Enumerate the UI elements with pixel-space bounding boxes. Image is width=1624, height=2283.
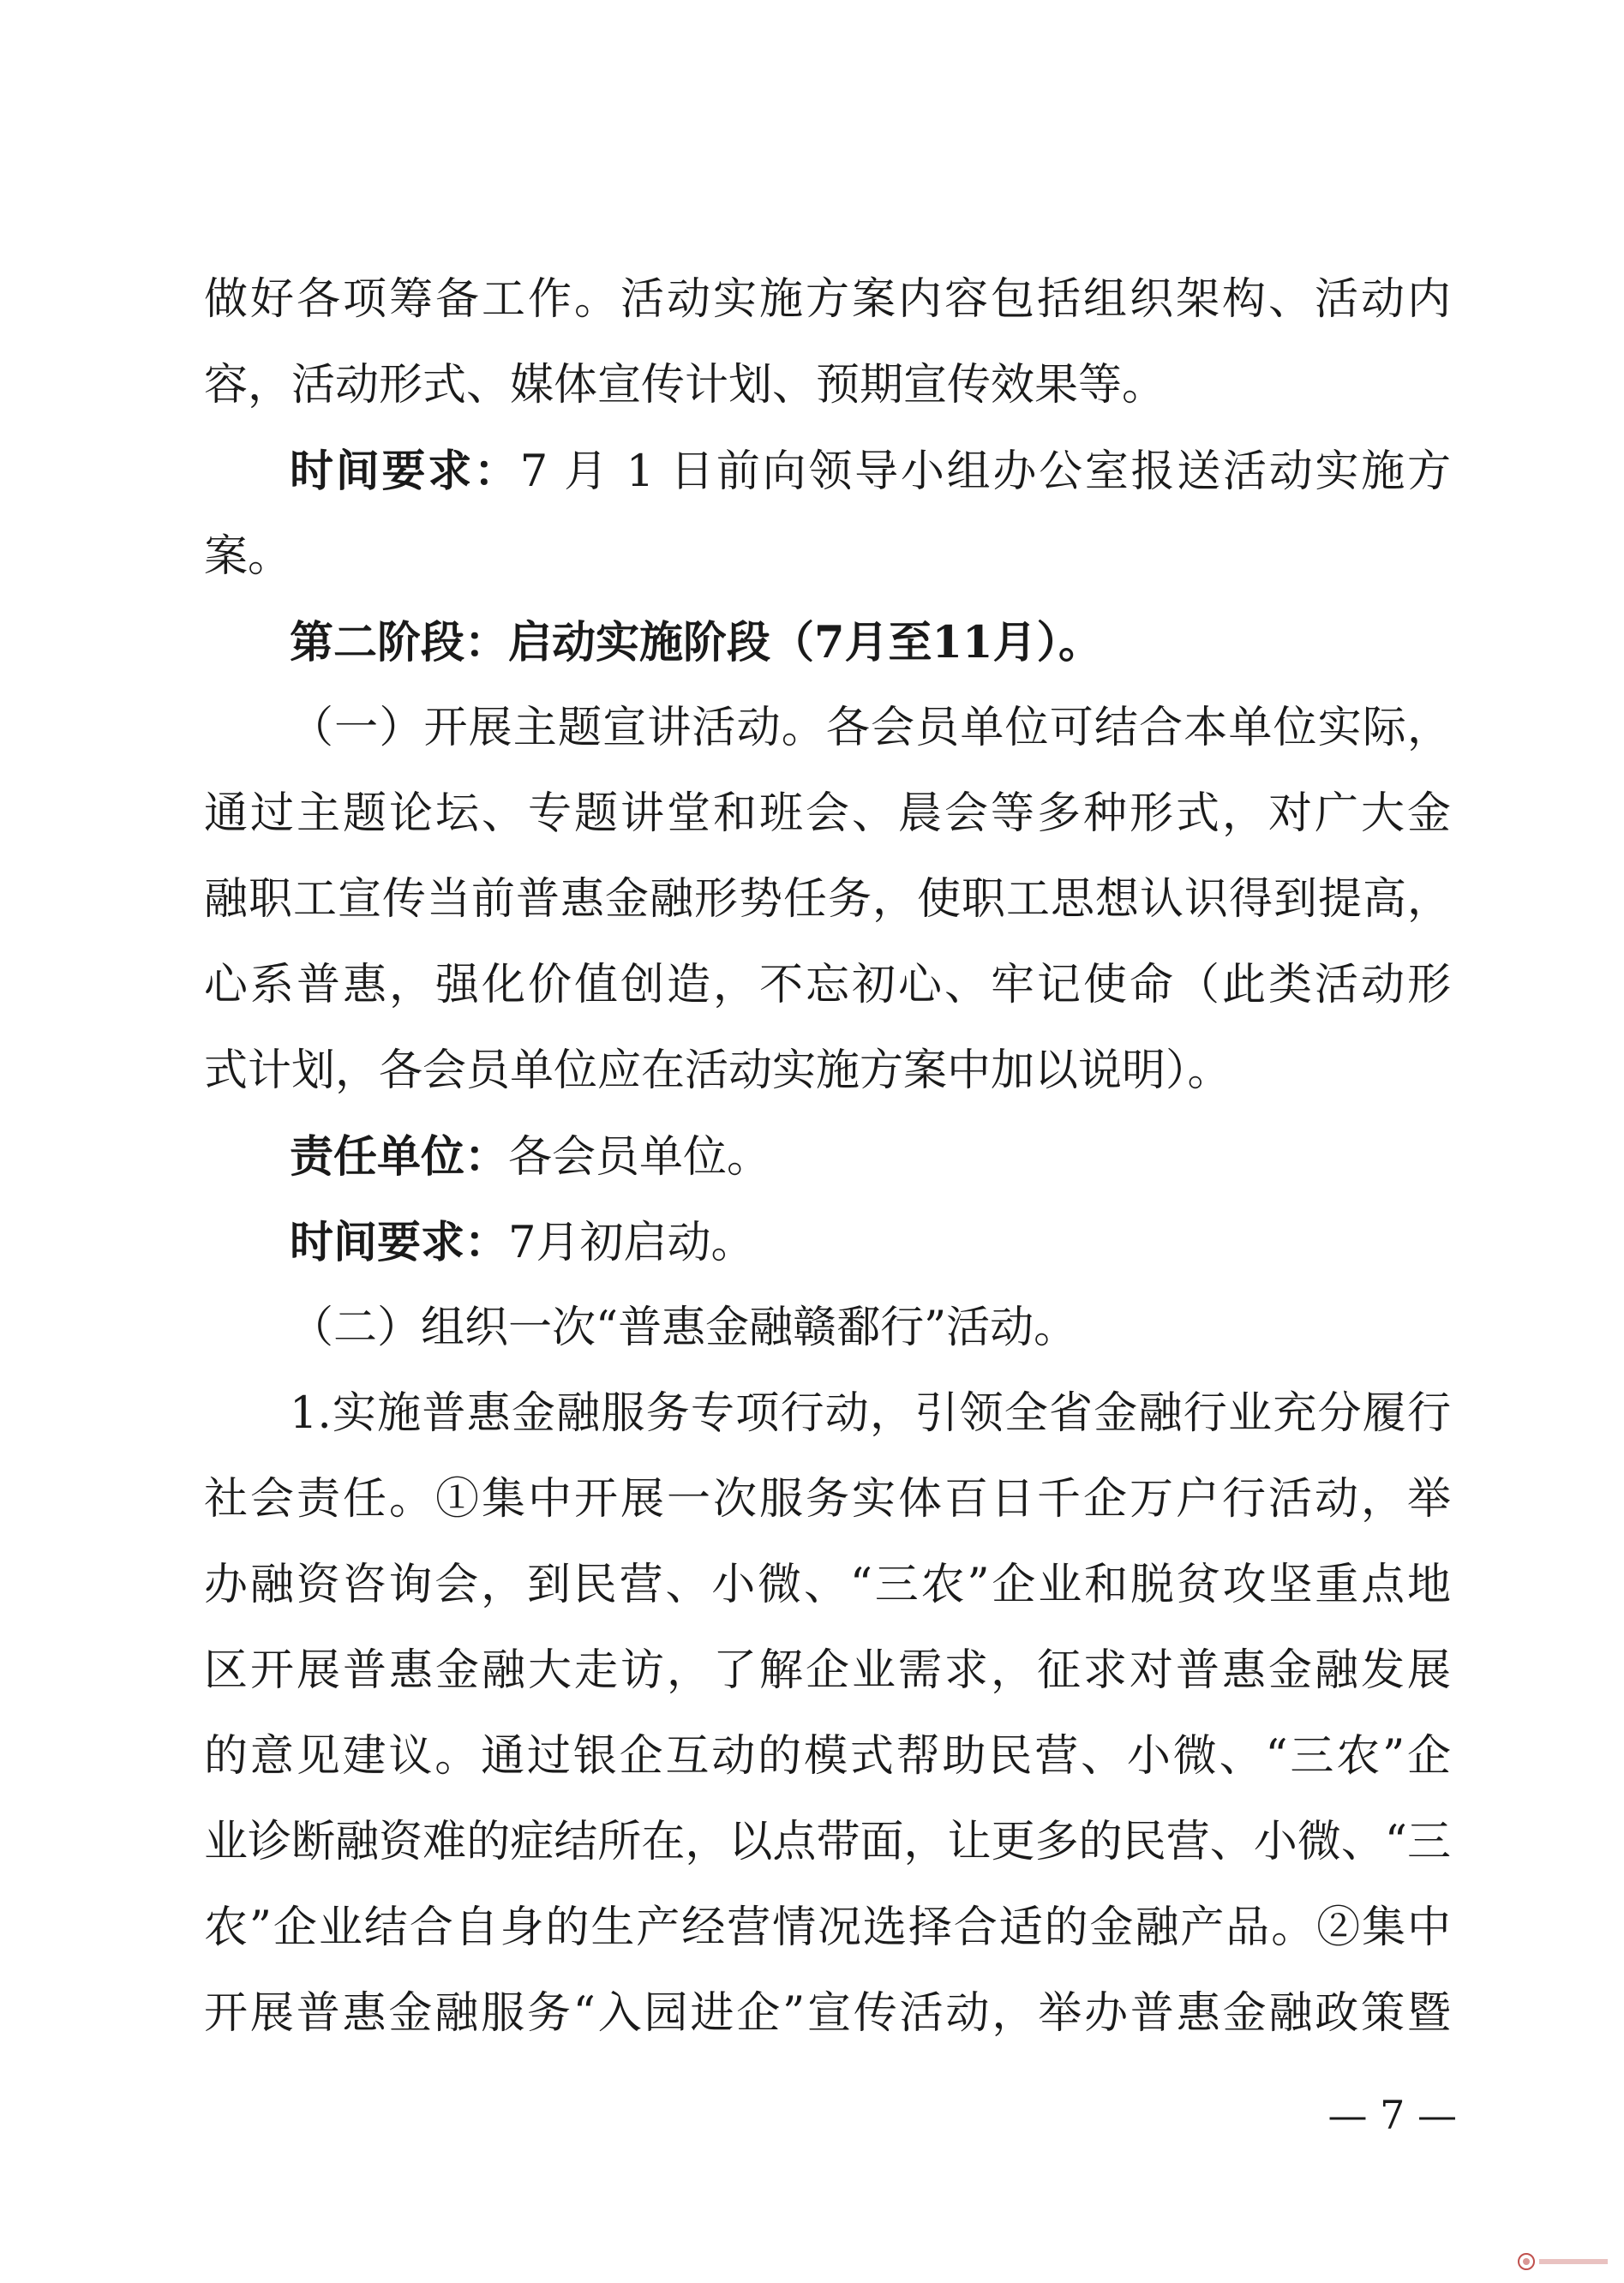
paragraph-line: [204, 788, 1451, 840]
line-text: （一）开展主题宣讲活动。各会员单位可结合本单位实际，: [290, 703, 1451, 753]
paragraph-line: [290, 703, 1451, 754]
paragraph-line: [290, 1217, 1451, 1268]
paragraph-line: [204, 531, 1451, 583]
paragraph-line: [204, 874, 1451, 926]
page-number: — 7 —: [1327, 2092, 1457, 2138]
paragraph-line: [290, 1388, 1451, 1440]
paragraph-line: [204, 274, 1451, 326]
paragraph-line: [204, 960, 1451, 1011]
line-text: 容，活动形式、媒体宣传计划、预期宣传效果等。: [204, 360, 1166, 410]
paragraph-line: [204, 1560, 1451, 1611]
line-heading: 时间要求：: [290, 446, 520, 497]
line-text: 业诊断融资难的症结所在，以点带面，让更多的民营、小微、“三: [204, 1817, 1451, 1867]
paragraph-line: [204, 360, 1451, 411]
paragraph-line: [290, 446, 1451, 497]
line-text: 1.实施普惠金融服务专项行动，引领全省金融行业充分履行: [290, 1388, 1451, 1439]
line-text: 心系普惠，强化价值创造，不忘初心、牢记使命（此类活动形: [204, 960, 1451, 1010]
line-text: 社会责任。①集中开展一次服务实体百日千企万户行活动，举: [204, 1474, 1451, 1525]
watermark-stamp-icon: [1517, 2250, 1611, 2273]
paragraph-line: [290, 1303, 1451, 1354]
line-text: 办融资咨询会，到民营、小微、“三农”企业和脱贫攻坚重点地: [204, 1560, 1451, 1610]
line-heading: 责任单位：: [290, 1131, 509, 1183]
line-text: 农”企业结合自身的生产经营情况选择合适的金融产品。②集中: [204, 1902, 1451, 1953]
line-text: 案。: [204, 531, 292, 582]
paragraph-line: [204, 1731, 1451, 1783]
section-heading: [290, 617, 1451, 668]
paragraph-line: [204, 1817, 1451, 1868]
line-text: 区开展普惠金融大走访，了解企业需求，征求对普惠金融发展: [204, 1645, 1451, 1696]
line-text: 开展普惠金融服务“入园进企”宣传活动，举办普惠金融政策暨: [204, 1988, 1451, 2039]
line-heading: 第二阶段：启动实施阶段（7月至11月）。: [290, 617, 1102, 668]
line-text: 融职工宣传当前普惠金融形势任务，使职工思想认识得到提高，: [204, 874, 1451, 925]
line-text: 7 月 1 日前向领导小组办公室报送活动实施方: [519, 446, 1451, 497]
paragraph-line: [204, 1474, 1451, 1525]
paragraph-line: [204, 1988, 1451, 2040]
line-text: 7月初启动。: [508, 1218, 755, 1268]
line-text: 的意见建议。通过银企互动的模式帮助民营、小微、“三农”企: [204, 1731, 1451, 1782]
line-heading: 时间要求：: [290, 1217, 509, 1268]
paragraph-line: [204, 1046, 1451, 1097]
line-text: 各会员单位。: [508, 1132, 771, 1183]
line-text: 做好各项筹备工作。活动实施方案内容包括组织架构、活动内: [204, 274, 1451, 325]
line-text: （二）组织一次“普惠金融赣鄱行”活动。: [290, 1303, 1078, 1353]
paragraph-line: [204, 1645, 1451, 1697]
line-text: 通过主题论坛、专题讲堂和班会、晨会等多种形式，对广大金: [204, 788, 1451, 839]
line-text: 式计划，各会员单位应在活动实施方案中加以说明）。: [204, 1046, 1231, 1096]
paragraph-line: [290, 1131, 1451, 1183]
paragraph-line: [204, 1902, 1451, 1954]
